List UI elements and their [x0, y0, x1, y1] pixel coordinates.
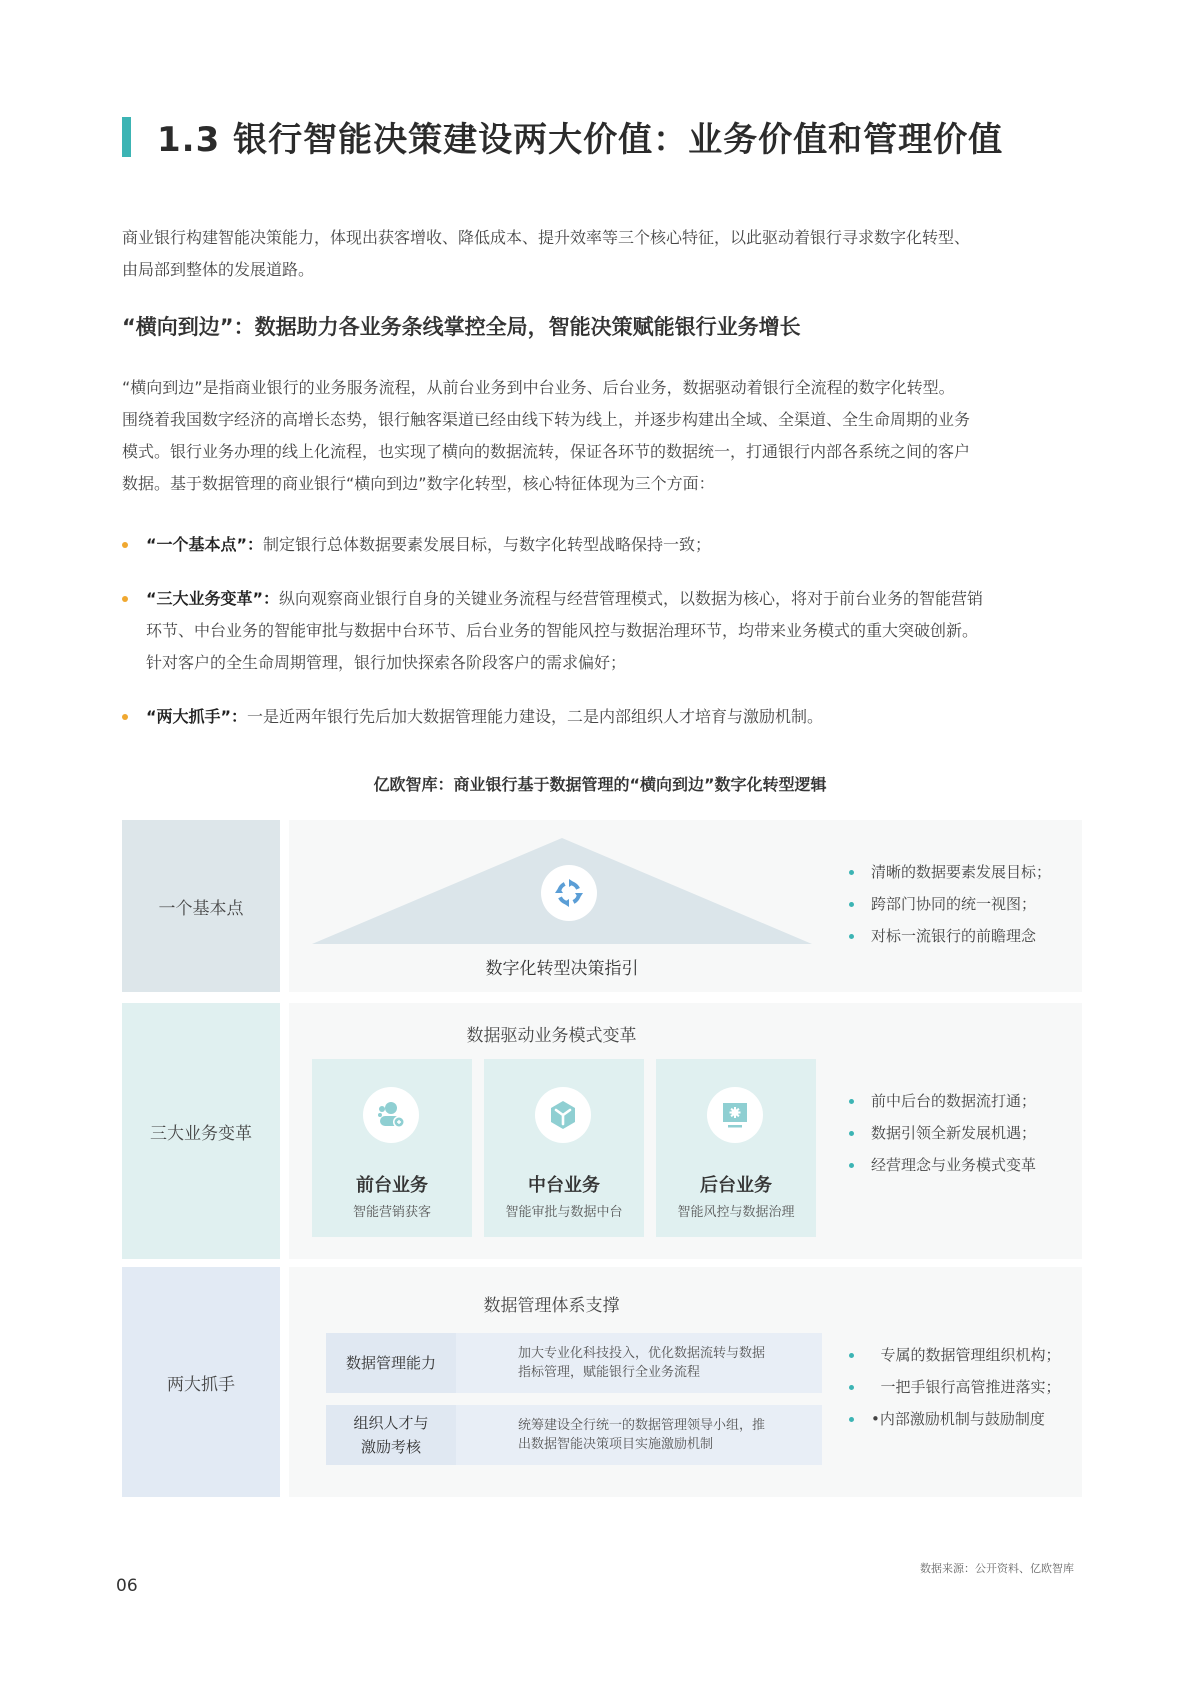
title-accent-bar	[122, 117, 131, 157]
bullet-term: “两大抓手”：	[146, 707, 248, 726]
mgmt-item-data-capability	[326, 1333, 822, 1393]
point-item	[849, 888, 1051, 920]
row-label: 一个基本点	[122, 820, 280, 992]
name-line: 组织人才与	[353, 1414, 429, 1432]
bullet-text: 一是近两年银行先后加大数据管理能力建设，二是内部组织人才培育与激励机制。	[247, 707, 824, 726]
bullet-item	[122, 701, 1082, 733]
card-subtitle: 智能审批与数据中台	[505, 1205, 623, 1220]
bullet-dot-icon	[122, 542, 128, 548]
bullet-dot-icon	[122, 714, 128, 720]
diagram-row-basic-point	[122, 820, 1082, 992]
section-title: 数据管理体系支撑	[483, 1296, 620, 1316]
page-title: 1.3 银行智能决策建设两大价值：业务价值和管理价值	[157, 120, 1004, 160]
roof-caption: 数字化转型决策指引	[485, 959, 639, 979]
desc-line: 指标管理，赋能银行全业务流程	[518, 1365, 701, 1380]
card-subtitle: 智能营销获客	[352, 1205, 431, 1220]
row-body	[289, 1267, 1082, 1497]
card-middle-office	[484, 1059, 644, 1237]
bullet-item	[122, 583, 1082, 679]
point-dot-icon	[849, 870, 854, 875]
bullet-dot-icon	[122, 596, 128, 602]
mgmt-item-desc	[456, 1333, 822, 1393]
card-title: 后台业务	[700, 1175, 772, 1196]
bullet-item	[122, 529, 1082, 561]
page-number: 06	[116, 1576, 138, 1596]
row-label: 两大抓手	[122, 1267, 280, 1497]
cube-icon	[535, 1087, 591, 1143]
intro-line: 由局部到整体的发展道路。	[122, 260, 315, 279]
row-body	[289, 1003, 1082, 1259]
user-add-icon	[363, 1087, 419, 1143]
bullet-term: “三大业务变革”：	[146, 589, 280, 608]
body-line: 模式。银行业务办理的线上化流程，也实现了横向的数据流转，保证各环节的数据统一，打通银行内部各系统之间的客户	[122, 442, 971, 461]
point-item	[849, 920, 1051, 952]
card-back-office	[656, 1059, 816, 1237]
point-text: 一把手银行高管推进落实；	[871, 1378, 1061, 1396]
mgmt-item-desc	[456, 1405, 822, 1465]
section-title: 数据驱动业务模式变革	[466, 1026, 637, 1046]
bullet-term: “一个基本点”：	[146, 535, 264, 554]
point-text: 专属的数据管理组织机构；	[871, 1346, 1061, 1364]
row-label: 三大业务变革	[122, 1003, 280, 1259]
point-text: 跨部门协同的统一视图；	[871, 895, 1037, 913]
bullet-text: 针对客户的全生命周期管理，银行加快探索各阶段客户的需求偏好；	[146, 653, 627, 672]
mgmt-item-name	[326, 1405, 456, 1465]
point-item	[849, 1371, 1061, 1403]
point-dot-icon	[849, 934, 854, 939]
point-dot-icon	[849, 1099, 854, 1104]
point-dot-icon	[849, 902, 854, 907]
bullet-text: 环节、中台业务的智能审批与数据中台环节、后台业务的智能风控与数据治理环节，均带来业务模式的重大突破创新。	[146, 621, 979, 640]
mgmt-item-talent-incentive	[326, 1405, 822, 1465]
bullet-text: 纵向观察商业银行自身的关键业务流程与经营管理模式，以数据为核心，将对于前台业务的智能营销	[279, 589, 984, 608]
point-text: 清晰的数据要素发展目标；	[871, 863, 1052, 881]
cycle-arrows-icon	[541, 865, 597, 921]
point-dot-icon	[849, 1385, 854, 1390]
body-paragraph	[122, 372, 1082, 500]
point-dot-icon	[849, 1417, 854, 1422]
point-item	[849, 1117, 1036, 1149]
point-text: 数据引领全新发展机遇；	[871, 1124, 1037, 1142]
section-heading	[122, 112, 1003, 161]
intro-line: 商业银行构建智能决策能力，体现出获客增收、降低成本、提升效率等三个核心特征，以此驱动着银行寻求数字化转型、	[122, 228, 971, 247]
point-text: 经营理念与业务模式变革	[871, 1156, 1037, 1174]
desc-line: 出数据智能决策项目实施激励机制	[518, 1437, 714, 1452]
card-title: 前台业务	[356, 1175, 428, 1196]
figure-title: 亿欧智库：商业银行基于数据管理的“横向到边”数字化转型逻辑	[373, 775, 827, 794]
diagram-row-business-reform	[122, 1003, 1082, 1259]
intro-paragraph	[122, 222, 1082, 286]
body-line: “横向到边”是指商业银行的业务服务流程，从前台业务到中台业务、后台业务，数据驱动着银行全流程的数字化转型。	[122, 378, 955, 397]
point-item	[849, 1149, 1036, 1181]
mgmt-item-name: 数据管理能力	[326, 1333, 456, 1393]
row-body	[289, 820, 1082, 992]
point-text: •内部激励机制与鼓励制度	[871, 1410, 1045, 1428]
body-line: 围绕着我国数字经济的高增长态势，银行触客渠道已经由线下转为线上，并逐步构建出全域、全渠道、全生命周期的业务	[122, 410, 971, 429]
business-cards	[312, 1059, 816, 1237]
data-source-note: 数据来源：公开资料、亿欧智库	[920, 1562, 1074, 1575]
point-text: 对标一流银行的前瞻理念	[871, 927, 1037, 945]
row-points	[849, 1339, 1061, 1435]
point-item	[849, 1403, 1061, 1435]
point-dot-icon	[849, 1131, 854, 1136]
diagram-row-two-levers	[122, 1267, 1082, 1497]
row-points	[849, 1085, 1036, 1181]
card-subtitle: 智能风控与数据治理	[677, 1205, 795, 1220]
desc-line: 统筹建设全行统一的数据管理领导小组，推	[518, 1418, 766, 1433]
card-title: 中台业务	[528, 1175, 600, 1196]
feature-bullets	[122, 529, 1082, 733]
point-dot-icon	[849, 1163, 854, 1168]
body-line: 数据。基于数据管理的商业银行“横向到边”数字化转型，核心特征体现为三个方面：	[122, 474, 715, 493]
row-points	[849, 856, 1051, 952]
desc-line: 加大专业化科技投入，优化数据流转与数据	[518, 1346, 766, 1361]
bullet-text: 制定银行总体数据要素发展目标，与数字化转型战略保持一致；	[263, 535, 712, 554]
point-item	[849, 856, 1051, 888]
monitor-gear-icon	[707, 1087, 763, 1143]
point-text: 前中后台的数据流打通；	[871, 1092, 1037, 1110]
point-dot-icon	[849, 1353, 854, 1358]
subheading: “横向到边”：数据助力各业务条线掌控全局，智能决策赋能银行业务增长	[122, 315, 801, 339]
point-item	[849, 1085, 1036, 1117]
card-front-office	[312, 1059, 472, 1237]
point-item	[849, 1339, 1061, 1371]
name-line: 激励考核	[360, 1438, 421, 1456]
